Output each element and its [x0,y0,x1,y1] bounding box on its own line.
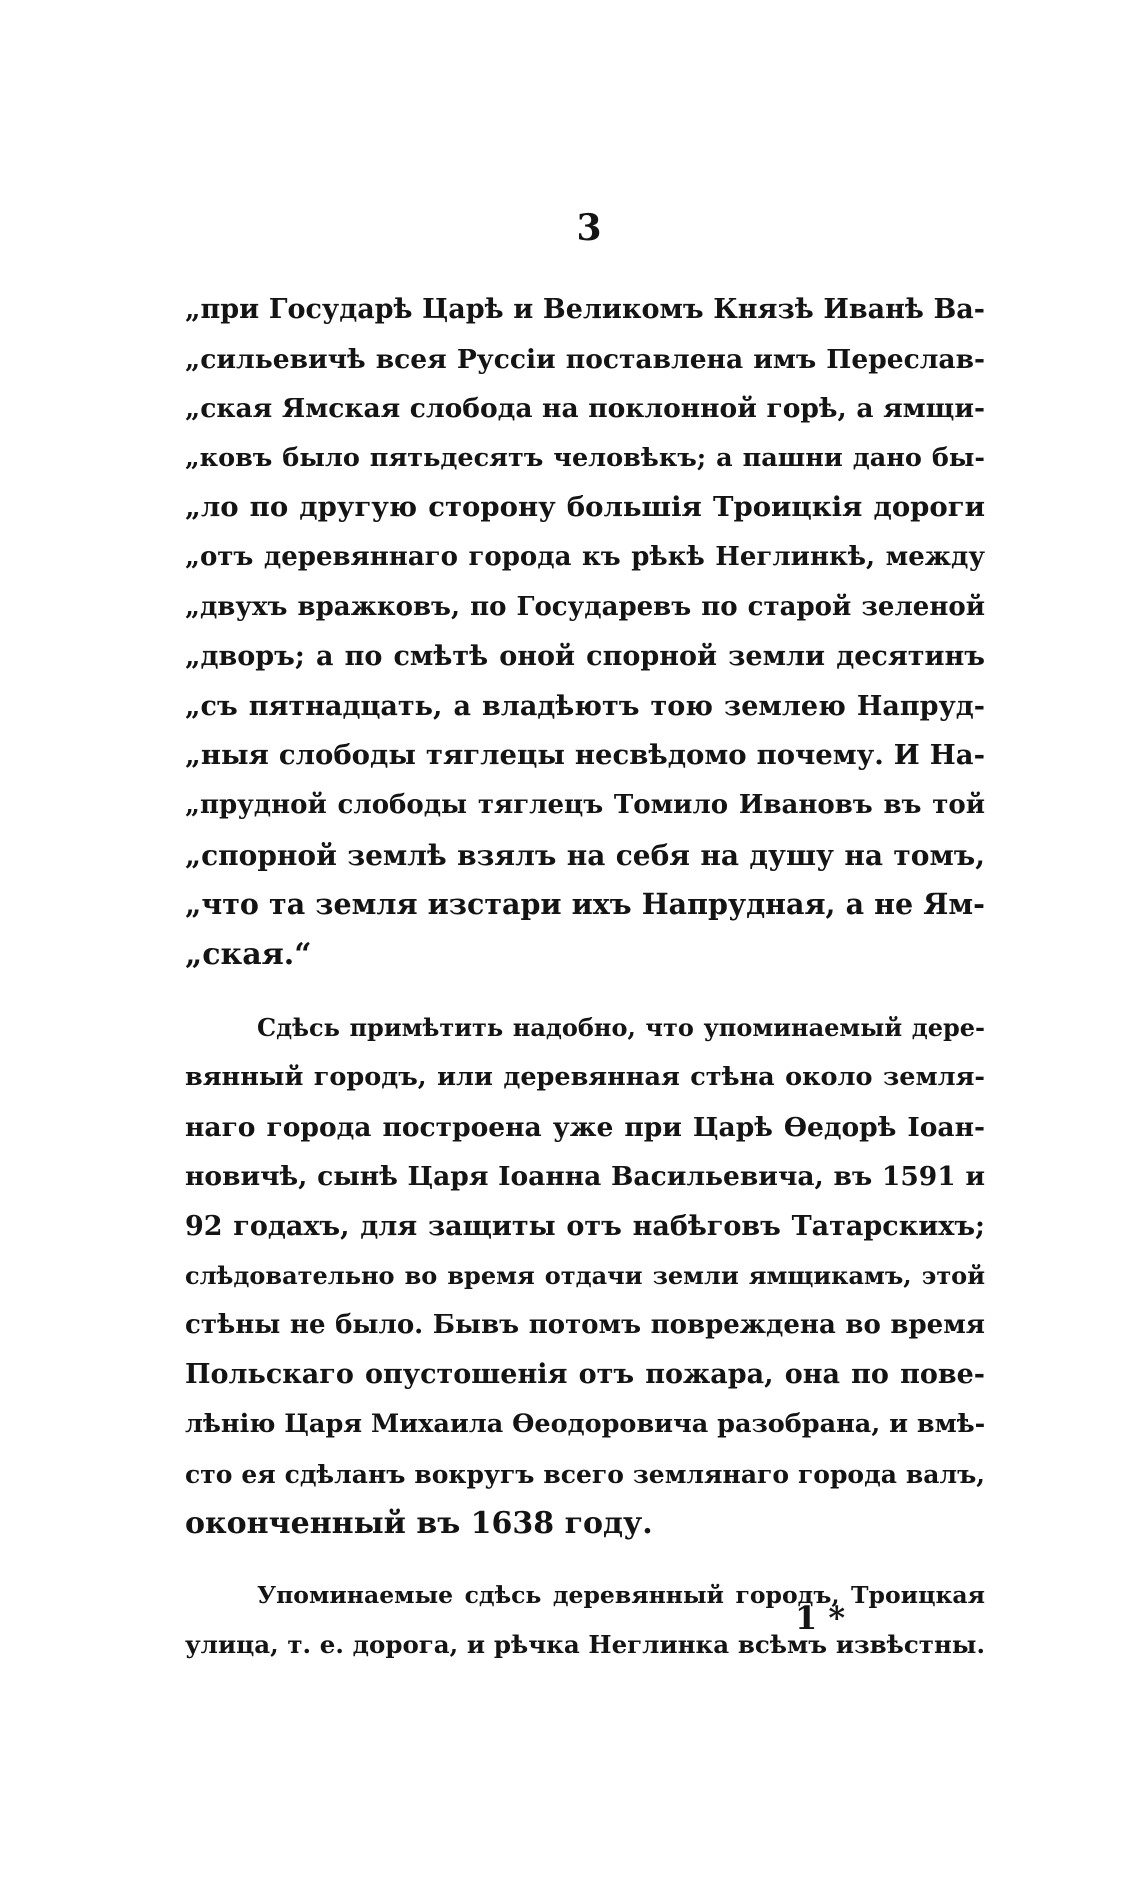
text-line: „что та земля изстари ихъ Напрудная, а не Ям- [185,887,985,922]
paragraph [185,1571,985,1670]
text-line: „сильевичѣ всея Руссіи поставлена имъ Переслав- [185,343,985,375]
text-line: „ло по другую сторону большія Троицкія дороги [185,491,985,524]
text-line: Упоминаемые сдѣсь деревянный городъ, Троицкая [257,1580,985,1609]
text-line: „ковъ было пятьдесятъ человѣкъ; а пашни дано бы- [185,442,985,473]
page-number: 3 [576,207,602,249]
text-line: вянный городъ, или деревянная стѣна около земля- [185,1061,985,1092]
text-line: 92 годахъ, для защиты отъ набѣговъ Татарскихъ; [185,1210,985,1242]
text-line: „при Государѣ Царѣ и Великомъ Князѣ Иванѣ Ва- [185,294,985,325]
text-line: Сдѣсь примѣтить надобно, что упоминаемый дере- [257,1013,985,1043]
text-line: „дворъ; а по смѣтѣ оной спорной земли десятинъ [185,641,985,673]
signature-mark: 1 * [795,1599,846,1637]
text-line: „ныя слободы тяглецы несвѣдомо почему. И На- [185,739,985,772]
text-line: „съ пятнадцать, а владѣютъ тою землею Напруд- [185,690,985,722]
text-line: стѣны не было. Бывъ потомъ повреждена во время [185,1309,985,1340]
paragraph [185,1003,985,1549]
text-line: „спорной землѣ взялъ на себя на душу на томъ, [185,838,985,872]
text-line: сто ея сдѣланъ вокругъ всего землянаго города валъ, [185,1459,985,1489]
text-line: лѣнію Царя Михаила Ѳеодоровича разобрана, и вмѣ- [185,1409,986,1440]
text-line: „отъ деревяннаго города къ рѣкѣ Неглинкѣ, между [185,541,985,572]
text-line: новичѣ, сынѣ Царя Іоанна Васильевича, въ 1591 и [185,1161,985,1193]
text-line: „прудной слободы тяглецъ Томило Ивановъ въ той [185,789,985,820]
text-line: оконченный въ 1638 году. [185,1506,653,1542]
text-line: Польскаго опустошенія отъ пожара, она по пове- [185,1359,985,1391]
text-line: „двухъ вражковъ, по Государевъ по старой зеленой [185,591,985,622]
text-line: улица, т. е. дорога, и рѣчка Неглинка всѣмъ извѣстны. [185,1630,985,1660]
quoted-document [185,285,985,979]
text-line: слѣдовательно во время отдачи земли ямщикамъ, этой [185,1261,985,1291]
text-line: наго города построена уже при Царѣ Ѳедорѣ Іоан- [185,1111,985,1143]
text-line: „ская Ямская слобода на поклонной горѣ, а ямщи- [185,393,985,425]
text-block [185,285,985,1670]
text-line: „ская.“ [185,936,312,972]
